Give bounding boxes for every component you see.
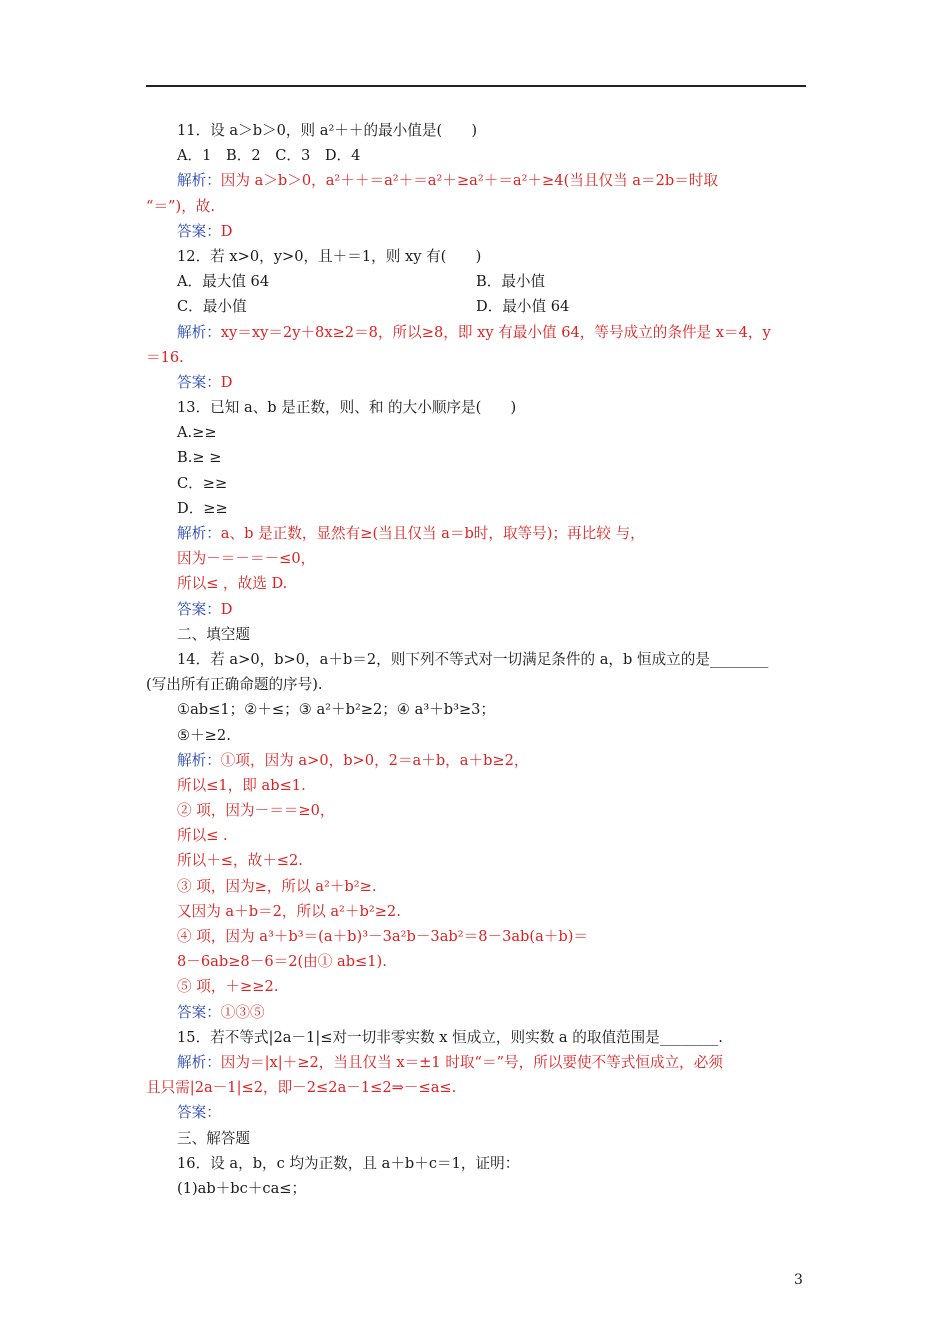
page-number: 3 [794, 1272, 803, 1288]
text-run: 所以≤1，即 ab≤1. [177, 776, 306, 794]
text-line [146, 597, 808, 622]
text-run: A．最大值 64 [177, 273, 270, 291]
text-run: (1)ab＋bc＋ca≤； [177, 1179, 307, 1197]
text-run: 13．已知 a、b 是正数，则、和 的大小顺序是( ) [177, 399, 517, 417]
text-run: 解析： [177, 172, 221, 190]
text-line [146, 697, 808, 722]
text-run: 且只需|2a－1|≤2，即－2≤2a－1≤2⇒－≤a≤. [146, 1079, 457, 1097]
text-line [146, 219, 808, 244]
text-line [146, 773, 808, 798]
text-run: ①③⑤ [220, 1003, 265, 1021]
text-line [146, 345, 808, 370]
text-line [146, 571, 808, 596]
text-run: ⑤ 项，＋≥≥2. [177, 978, 279, 996]
text-run: ⑤＋≥2. [177, 726, 231, 744]
text-run: 所以＋≤，故＋≤2. [177, 852, 303, 870]
text-run: 15．若不等式|2a－1|≤对一切非零实数 x 恒成立，则实数 a 的取值范围是________. [177, 1028, 723, 1046]
text-run: ④ 项，因为 a³＋b³＝(a＋b)³－3a²b－3ab²＝8－3ab(a＋b)＝ [177, 928, 589, 945]
text-run: 答案： [177, 1003, 221, 1021]
text-run: D．≥≥ [177, 499, 228, 517]
text-line [146, 445, 808, 470]
text-run: B．最小值 [476, 273, 546, 291]
text-line [146, 823, 808, 848]
text-run: 解析： [177, 323, 221, 341]
text-run: D [220, 373, 233, 391]
text-line [146, 647, 808, 672]
option-column [177, 269, 476, 294]
text-run: 答案： [177, 600, 221, 618]
text-line [146, 748, 808, 773]
text-line [146, 471, 808, 496]
text-line [146, 320, 808, 345]
text-line [146, 546, 808, 571]
text-run: 因为－＝－＝－≤0， [177, 550, 316, 568]
text-run: 因为 a＞b＞0，a²＋＋＝a²＋＝a²＋≥a²＋＝a²＋≥4(当且仅当 a＝2b＝时取 [220, 172, 718, 190]
option-column [476, 269, 545, 294]
text-run: 三、解答题 [177, 1129, 250, 1147]
text-run: 11．设 a＞b＞0，则 a²＋＋的最小值是( ) [177, 122, 478, 139]
text-run: 又因为 a＋b＝2，所以 a²＋b²≥2. [177, 902, 401, 920]
text-run: 因为＝|x|＋≥2，当且仅当 x＝±1 时取“＝”号，所以要使不等式恒成立，必须 [220, 1053, 723, 1071]
text-run: 答案： [177, 1104, 221, 1122]
text-run: B.≥ ≥ [177, 449, 222, 467]
text-line [146, 1126, 808, 1151]
text-run: D [220, 600, 233, 618]
text-run: ③ 项，因为≥，所以 a²＋b²≥. [177, 877, 377, 895]
text-run: D [220, 222, 233, 240]
text-line [146, 1050, 808, 1075]
text-run: 所以≤ . [177, 827, 228, 845]
text-run: 所以≤ ，故选 D. [177, 575, 288, 593]
text-run: 14．若 a>0，b>0，a＋b＝2，则下列不等式对一切满足条件的 a，b 恒成立的是________ [177, 650, 769, 668]
text-line [146, 496, 808, 521]
text-run: ② 项，因为－＝＝≥0， [177, 802, 335, 820]
text-line [146, 949, 808, 974]
option-column [476, 294, 569, 319]
option-column [177, 294, 476, 319]
header-rule [146, 85, 806, 87]
text-line [146, 294, 808, 319]
text-run: ＝16. [146, 348, 184, 366]
text-run: 解析： [177, 1053, 221, 1071]
text-line [146, 723, 808, 748]
text-line [146, 1176, 808, 1201]
text-run: ①项，因为 a>0，b>0，2＝a＋b，a＋b≥2， [220, 751, 529, 769]
text-line [146, 143, 808, 168]
text-line [146, 848, 808, 873]
text-line [146, 874, 808, 899]
text-run: A．1 B．2 C．3 D．4 [177, 147, 361, 165]
text-line [146, 395, 808, 420]
text-line [146, 370, 808, 395]
text-run: D．最小值 64 [476, 298, 570, 316]
text-line [146, 420, 808, 445]
text-run: a、b 是正数，显然有≥(当且仅当 a＝b时，取等号)；再比较 与， [220, 525, 645, 542]
text-run: ①ab≤1；②＋≤；③ a²＋b²≥2；④ a³＋b³≥3； [177, 701, 496, 719]
text-run: 二、填空题 [177, 625, 250, 643]
text-run: 8－6ab≥8－6＝2(由① ab≤1). [177, 953, 387, 971]
text-run: 答案： [177, 222, 221, 240]
text-line [146, 974, 808, 999]
text-run: 12．若 x>0，y>0，且＋＝1，则 xy 有( ) [177, 247, 482, 265]
text-run: A.≥≥ [177, 424, 217, 442]
text-line [146, 194, 808, 219]
text-line [146, 1151, 808, 1176]
text-run: xy＝xy＝2y＋8x≥2＝8，所以≥8，即 xy 有最小值 64，等号成立的条件是 x＝4，y [220, 323, 771, 341]
text-line [146, 269, 808, 294]
text-run: (写出所有正确命题的序号). [146, 676, 323, 694]
text-run: C．最小值 [177, 298, 247, 316]
text-run: 答案： [177, 373, 221, 391]
text-line [146, 672, 808, 697]
text-line [146, 1025, 808, 1050]
text-line [146, 1000, 808, 1025]
text-line [146, 622, 808, 647]
document-body [146, 118, 808, 1201]
text-line [146, 899, 808, 924]
text-line [146, 1100, 808, 1125]
text-run: “＝”)，故. [146, 197, 216, 215]
text-line [146, 798, 808, 823]
text-line [146, 924, 808, 949]
text-line [146, 521, 808, 546]
text-run: C．≥≥ [177, 474, 228, 492]
text-run: 16．设 a，b，c 均为正数，且 a＋b＋c＝1，证明： [177, 1154, 520, 1172]
text-run: 解析： [177, 525, 221, 542]
text-line [146, 1075, 808, 1100]
text-line [146, 168, 808, 193]
text-run: 解析： [177, 751, 221, 769]
text-line [146, 244, 808, 269]
text-line [146, 118, 808, 143]
